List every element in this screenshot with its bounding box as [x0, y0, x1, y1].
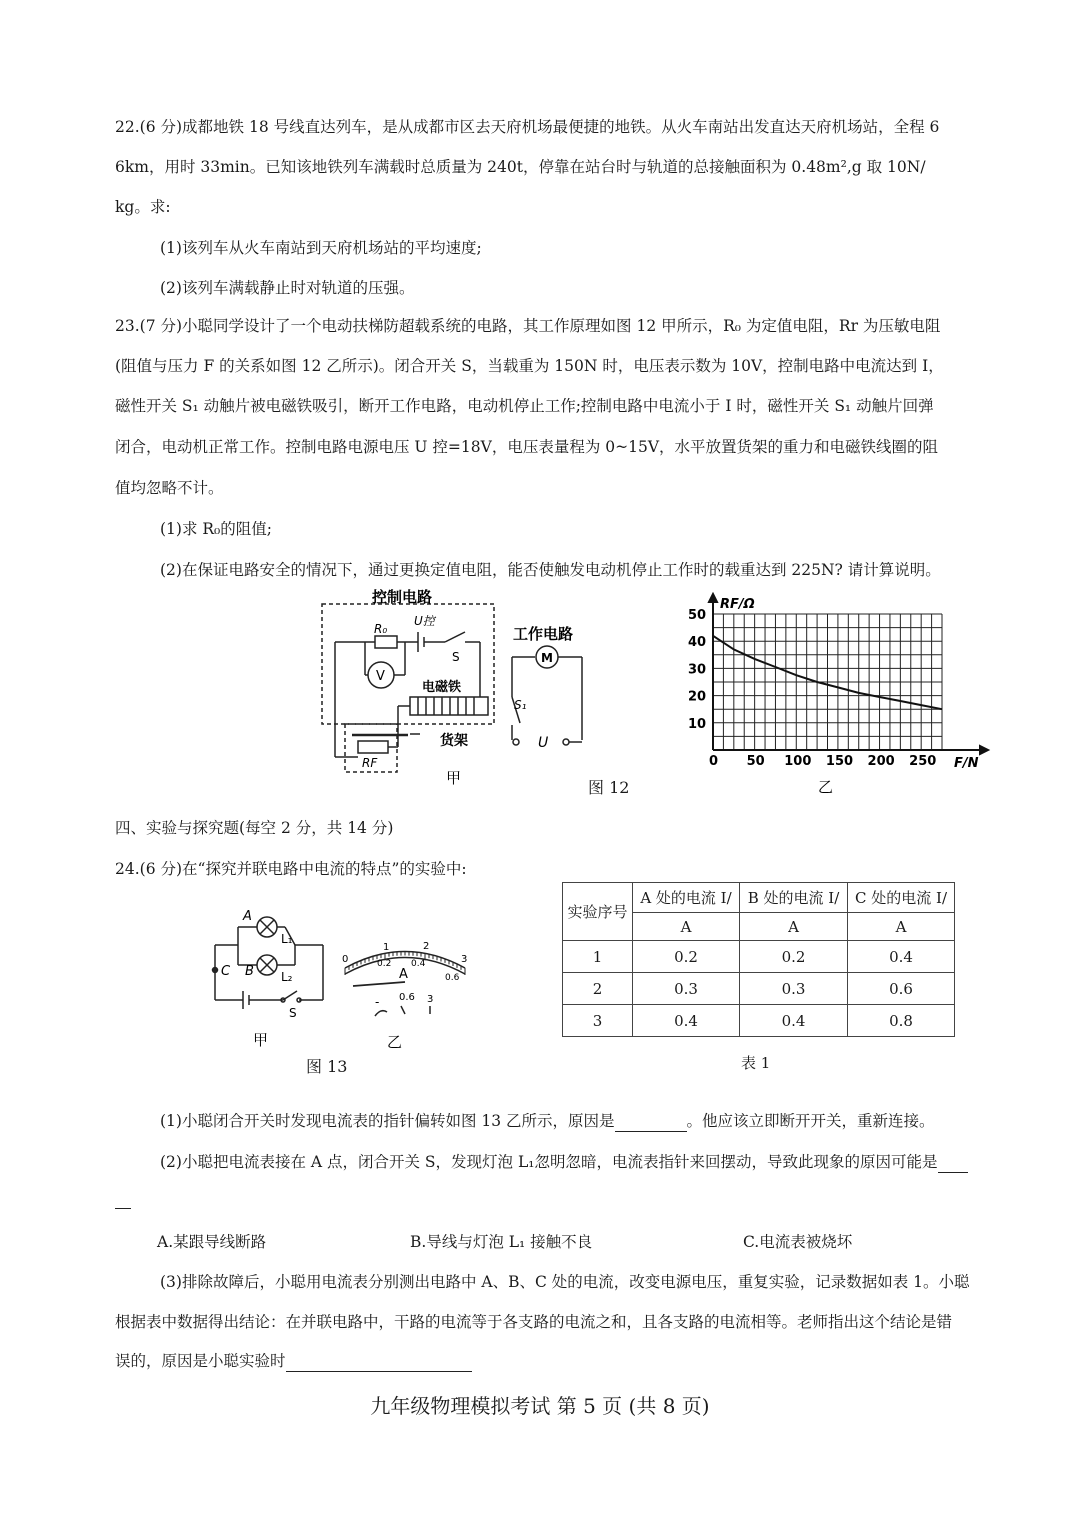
q22-part-1: (1)该列车从火车南站到天府机场站的平均速度; [160, 239, 482, 257]
x-tick-label: 200 [867, 754, 895, 769]
q24-part-2 [160, 1151, 1050, 1173]
figure-12-caption: 图 12 [588, 778, 630, 797]
meter-a-label: A [399, 967, 408, 982]
y-tick-label: 40 [688, 635, 707, 651]
dial-2: 2 [423, 941, 430, 952]
q24-line-1: 24.(6 分)在“探究并联电路中电流的特点”的实验中: [115, 860, 467, 878]
x-tick-label: 150 [825, 754, 854, 769]
unit-b: A [740, 913, 848, 941]
figure-13-ammeter [335, 930, 475, 1050]
q22-line-3: kg。求: [115, 198, 171, 216]
table-cell: 0.3 [633, 973, 740, 1005]
table-1 [562, 882, 955, 1037]
q24-part-3-text-c: 误的，原因是小聪实验时 [115, 1352, 286, 1370]
unit-c: A [848, 913, 955, 941]
electromagnet-coil [410, 697, 488, 715]
dial-0: 0 [342, 954, 349, 965]
answer-blank-2-cont [115, 1208, 131, 1209]
dial-0.6: 0.6 [445, 973, 460, 983]
q23-line-4: 闭合，电动机正常工作。控制电路电源电压 U 控=18V，电压表量程为 0~15V，水平放置货架的重力和电磁铁线圈的阻 [115, 438, 939, 456]
header-trial: 实验序号 [563, 883, 633, 941]
table-cell: 0.2 [740, 941, 848, 973]
x-tick-label: 100 [784, 754, 812, 769]
rf-label: RF [362, 756, 378, 770]
q23-line-3: 磁性开关 S₁ 动触片被电磁铁吸引，断开工作电路，电动机停止工作;控制电路中电流小于 I 时，磁性开关 S₁ 动触片回弹 [115, 397, 934, 415]
table-row [563, 941, 955, 973]
x-tick-label: 50 [746, 754, 765, 769]
jia-label-13: 甲 [253, 1031, 269, 1049]
option-a: A.某跟导线断路 [157, 1233, 267, 1251]
x-axis-label: F/N [954, 756, 979, 771]
q24-part-1 [160, 1110, 1050, 1132]
s-label: S [452, 650, 460, 664]
answer-blank-1[interactable] [615, 1115, 687, 1132]
table-cell: 0.6 [848, 973, 955, 1005]
motor-label: M [541, 651, 553, 665]
option-c: C.电流表被烧坏 [743, 1233, 853, 1251]
point-a-label: A [243, 909, 252, 924]
table-cell: 0.4 [848, 941, 955, 973]
q23-line-1: 23.(7 分)小聪同学设计了一个电动扶梯防超载系统的电路，其工作原理如图 12 甲所示，R₀ 为定值电阻，Rr 为压敏电阻 [115, 317, 941, 335]
terminal-3: 3 [427, 994, 434, 1005]
figure-12-chart [680, 592, 1000, 804]
point-b-label: B [245, 964, 254, 979]
ukong-label: U控 [414, 614, 435, 628]
q24-part-2-text: (2)小聪把电流表接在 A 点，闭合开关 S，发现灯泡 L₁忽明忽暗，电流表指针来回摆动，导致此现象的原因可能是 [160, 1153, 938, 1171]
figure-13-caption: 图 13 [306, 1057, 348, 1076]
terminal-0.6: 0.6 [399, 992, 415, 1003]
ammeter-needle [353, 982, 405, 986]
q24-part-1-text-a: (1)小聪闭合开关时发现电流表的指针偏转如图 13 乙所示，原因是 [160, 1112, 615, 1130]
r0-label: R₀ [374, 622, 388, 636]
table-cell: 0.3 [740, 973, 848, 1005]
q23-part-1: (1)求 R₀的阻值; [160, 520, 272, 538]
jia-label-12: 甲 [446, 769, 462, 787]
x-tick-label: 250 [909, 754, 937, 769]
r0-resistor [375, 636, 397, 648]
y-tick-label: 10 [688, 716, 707, 732]
q23-part-2: (2)在保证电路安全的情况下，通过更换定值电阻，能否使触发电动机停止工作时的载重达到 225N? 请计算说明。 [160, 561, 941, 579]
figure-13-circuit [205, 905, 335, 1050]
l2-label: L₂ [281, 970, 293, 984]
s1-label: S₁ [514, 698, 527, 712]
y-tick-label: 50 [688, 608, 707, 623]
page-footer: 九年级物理模拟考试 第 5 页 (共 8 页) [370, 1394, 710, 1418]
answer-blank-3[interactable] [286, 1355, 472, 1372]
q24-part-1-text-b: 。他应该立即断开开关，重新连接。 [686, 1112, 935, 1130]
magnet-label: 电磁铁 [422, 680, 462, 695]
q24-part-3-line-1: (3)排除故障后，小聪用电流表分别测出电路中 A、B、C 处的电流，改变电源电压，重复实验，记录数据如表 1。小聪 [160, 1273, 970, 1291]
switch-s-label: S [289, 1006, 297, 1020]
shelf-label: 货架 [440, 733, 468, 749]
point-c-label: C [221, 964, 231, 979]
dial-3: 3 [461, 954, 468, 965]
table-row [563, 973, 955, 1005]
header-c-current: C 处的电流 I/ [848, 883, 955, 913]
y-axis-label: RF/Ω [720, 597, 755, 612]
dial-0.4: 0.4 [411, 959, 426, 969]
terminal-neg: - [375, 995, 380, 1009]
answer-blank-2[interactable] [938, 1156, 968, 1173]
q23-line-5: 值均忽略不计。 [115, 479, 224, 497]
unit-a: A [633, 913, 740, 941]
switch-s [445, 632, 465, 642]
dial-1: 1 [383, 942, 390, 953]
table-cell: 0.4 [740, 1005, 848, 1037]
table-header-row [563, 883, 955, 913]
dial-0.2: 0.2 [377, 959, 392, 969]
q22-line-2: 6km，用时 33min。已知该地铁列车满载时总质量为 240t，停靠在站台时与轨道的总接触面积为 0.48m²,g 取 10N/ [115, 158, 926, 176]
table-cell: 0.4 [633, 1005, 740, 1037]
work-circuit-label: 工作电路 [513, 625, 574, 643]
yi-label-13: 乙 [387, 1033, 403, 1050]
y-tick-label: 20 [688, 689, 707, 705]
q23-line-2: (阻值与压力 F 的关系如图 12 乙所示)。闭合开关 S，当载重为 150N 时，电压表示数为 10V，控制电路中电流达到 I， [115, 357, 944, 375]
table-cell: 0.8 [848, 1005, 955, 1037]
header-a-current: A 处的电流 I/ [633, 883, 740, 913]
q24-part-3-line-3 [115, 1350, 1005, 1372]
u-label: U [538, 735, 549, 751]
q22-part-2: (2)该列车满载静止时对轨道的压强。 [160, 279, 415, 297]
table-1-caption: 表 1 [741, 1054, 771, 1072]
voltmeter-label: V [376, 669, 385, 684]
rf-resistor [358, 741, 388, 753]
header-b-current: B 处的电流 I/ [740, 883, 848, 913]
table-cell: 1 [563, 941, 633, 973]
table-cell: 3 [563, 1005, 633, 1037]
y-tick-label: 30 [688, 662, 707, 678]
q22-line-1: 22.(6 分)成都地铁 18 号线直达列车，是从成都市区去天府机场最便捷的地铁。从火车南站出发直达天府机场站，全程 6 [115, 118, 940, 136]
l1-label: L₁ [281, 932, 293, 946]
section-4-heading: 四、实验与探究题(每空 2 分，共 14 分) [115, 819, 394, 837]
yi-label-12: 乙 [818, 778, 834, 796]
figure-12-circuit [300, 585, 600, 800]
x-tick-label: 0 [709, 754, 719, 769]
table-row [563, 1005, 955, 1037]
q24-part-3-line-2: 根据表中数据得出结论：在并联电路中，干路的电流等于各支路的电流之和，且各支路的电流相等。老师指出这个结论是错 [115, 1313, 953, 1331]
table-cell: 0.2 [633, 941, 740, 973]
option-b: B.导线与灯泡 L₁ 接触不良 [410, 1233, 593, 1251]
control-circuit-label: 控制电路 [372, 588, 433, 606]
table-cell: 2 [563, 973, 633, 1005]
